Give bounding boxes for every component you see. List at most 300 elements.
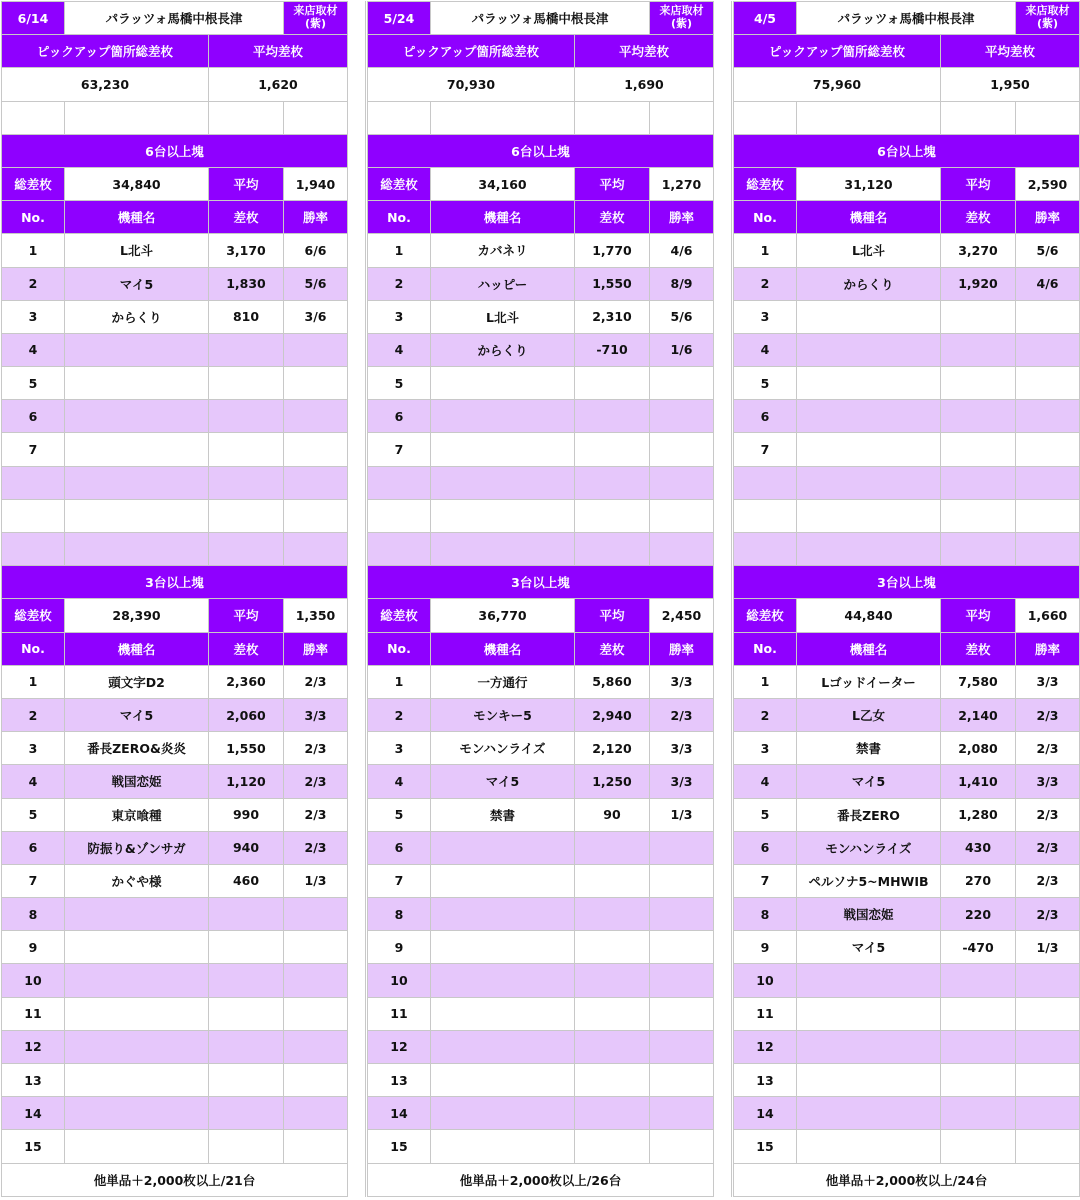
machine-name	[431, 865, 575, 898]
diff-value	[209, 400, 284, 433]
win-rate	[284, 334, 348, 367]
row-number: 5	[734, 799, 797, 832]
win-rate: 4/6	[650, 234, 714, 267]
diff-value: 2,140	[941, 699, 1016, 732]
machine-name	[431, 1064, 575, 1097]
row-number: 5	[368, 799, 431, 832]
row-number: 3	[2, 301, 65, 334]
row-number: 15	[734, 1130, 797, 1163]
col-header-winrate: 勝率	[284, 201, 348, 234]
coverage-label-line1: 来店取材	[1025, 4, 1070, 18]
machine-name: 一方通行	[431, 666, 575, 699]
row-number: 8	[734, 898, 797, 931]
col-header-no: No.	[2, 201, 65, 234]
six-unit-section-avg-value: 1,270	[650, 168, 714, 201]
diff-value: 220	[941, 898, 1016, 931]
three-unit-section-total-label: 総差枚	[734, 599, 797, 632]
machine-name: 禁書	[431, 799, 575, 832]
machine-name	[65, 533, 209, 566]
row-number: 2	[734, 699, 797, 732]
win-rate: 2/3	[650, 699, 714, 732]
diff-value: 990	[209, 799, 284, 832]
machine-name	[797, 433, 941, 466]
row-number: 1	[734, 234, 797, 267]
pickup-total-value: 63,230	[2, 68, 209, 101]
diff-value	[575, 1130, 650, 1163]
win-rate: 8/9	[650, 268, 714, 301]
diff-value: 940	[209, 832, 284, 865]
footer-note: 他単品＋2,000枚以上/24台	[734, 1164, 1080, 1197]
row-number: 2	[2, 699, 65, 732]
date-cell: 4/5	[734, 2, 797, 35]
win-rate: 3/3	[1016, 765, 1080, 798]
footer-note: 他単品＋2,000枚以上/21台	[2, 1164, 348, 1197]
empty-cell	[209, 102, 284, 135]
row-number: 6	[368, 832, 431, 865]
diff-value: 1,770	[575, 234, 650, 267]
col-header-no: No.	[734, 201, 797, 234]
row-number: 7	[2, 433, 65, 466]
three-unit-section-total-value: 36,770	[431, 599, 575, 632]
machine-name: からくり	[431, 334, 575, 367]
machine-name	[797, 1097, 941, 1130]
machine-name	[797, 1064, 941, 1097]
diff-value	[941, 467, 1016, 500]
win-rate: 1/6	[650, 334, 714, 367]
diff-value: 90	[575, 799, 650, 832]
win-rate	[284, 400, 348, 433]
three-unit-section-title: 3台以上塊	[734, 566, 1080, 599]
win-rate: 2/3	[284, 832, 348, 865]
coverage-label-line2: (紫)	[670, 17, 693, 31]
win-rate	[650, 533, 714, 566]
machine-name: マイ5	[65, 699, 209, 732]
machine-name	[431, 367, 575, 400]
three-unit-section-avg-label: 平均	[941, 599, 1016, 632]
win-rate	[650, 1097, 714, 1130]
machine-name: L乙女	[797, 699, 941, 732]
six-unit-section-total-label: 総差枚	[2, 168, 65, 201]
win-rate	[1016, 500, 1080, 533]
row-number	[734, 467, 797, 500]
win-rate	[650, 1064, 714, 1097]
machine-name	[431, 1097, 575, 1130]
win-rate: 2/3	[284, 799, 348, 832]
diff-value	[941, 1031, 1016, 1064]
row-number: 15	[368, 1130, 431, 1163]
col-header-winrate: 勝率	[650, 201, 714, 234]
diff-value	[209, 1064, 284, 1097]
pickup-total-label: ピックアップ箇所総差枚	[734, 35, 941, 68]
col-header-winrate: 勝率	[284, 633, 348, 666]
row-number: 7	[368, 865, 431, 898]
row-number: 2	[734, 268, 797, 301]
machine-name	[65, 1097, 209, 1130]
pickup-total-label: ピックアップ箇所総差枚	[2, 35, 209, 68]
report-panel	[733, 1, 1080, 1197]
machine-name: 番長ZERO	[797, 799, 941, 832]
six-unit-section-avg-label: 平均	[209, 168, 284, 201]
win-rate	[1016, 433, 1080, 466]
machine-name: 防振り&ゾンサガ	[65, 832, 209, 865]
win-rate: 3/6	[284, 301, 348, 334]
row-number	[368, 533, 431, 566]
row-number: 7	[368, 433, 431, 466]
row-number: 1	[368, 666, 431, 699]
diff-value	[941, 400, 1016, 433]
row-number: 2	[368, 268, 431, 301]
diff-value: 5,860	[575, 666, 650, 699]
row-number: 14	[2, 1097, 65, 1130]
three-unit-section-avg-value: 1,660	[1016, 599, 1080, 632]
row-number	[734, 500, 797, 533]
diff-value	[209, 931, 284, 964]
machine-name	[65, 898, 209, 931]
pickup-avg-label: 平均差枚	[209, 35, 348, 68]
machine-name: 戦国恋姫	[797, 898, 941, 931]
win-rate: 6/6	[284, 234, 348, 267]
diff-value	[575, 898, 650, 931]
machine-name	[797, 467, 941, 500]
row-number: 10	[2, 964, 65, 997]
machine-name	[431, 964, 575, 997]
row-number: 9	[2, 931, 65, 964]
diff-value	[575, 1097, 650, 1130]
machine-name	[65, 1064, 209, 1097]
diff-value: 1,830	[209, 268, 284, 301]
machine-name	[431, 500, 575, 533]
win-rate: 1/3	[1016, 931, 1080, 964]
diff-value: 2,940	[575, 699, 650, 732]
diff-value	[209, 433, 284, 466]
col-header-diff: 差枚	[941, 633, 1016, 666]
diff-value	[941, 533, 1016, 566]
machine-name: 番長ZERO&炎炎	[65, 732, 209, 765]
machine-name	[797, 998, 941, 1031]
win-rate: 2/3	[284, 765, 348, 798]
empty-cell	[2, 102, 65, 135]
empty-cell	[941, 102, 1016, 135]
row-number: 5	[2, 367, 65, 400]
three-unit-section-total-label: 総差枚	[368, 599, 431, 632]
six-unit-section-avg-value: 2,590	[1016, 168, 1080, 201]
pickup-total-label: ピックアップ箇所総差枚	[368, 35, 575, 68]
win-rate: 3/3	[284, 699, 348, 732]
row-number: 10	[734, 964, 797, 997]
row-number: 1	[734, 666, 797, 699]
diff-value	[941, 500, 1016, 533]
win-rate	[1016, 400, 1080, 433]
diff-value	[575, 865, 650, 898]
coverage-label-line1: 来店取材	[293, 4, 338, 18]
win-rate	[1016, 1031, 1080, 1064]
machine-name	[797, 301, 941, 334]
row-number: 4	[734, 334, 797, 367]
col-header-machine: 機種名	[797, 633, 941, 666]
machine-name	[431, 898, 575, 931]
win-rate: 3/3	[650, 732, 714, 765]
machine-name	[797, 367, 941, 400]
win-rate	[284, 500, 348, 533]
column-gap	[347, 1, 366, 1197]
machine-name	[431, 998, 575, 1031]
three-unit-section-total-value: 28,390	[65, 599, 209, 632]
col-header-winrate: 勝率	[1016, 201, 1080, 234]
diff-value	[575, 931, 650, 964]
col-header-diff: 差枚	[209, 633, 284, 666]
machine-name	[65, 367, 209, 400]
diff-value	[941, 301, 1016, 334]
win-rate	[284, 1064, 348, 1097]
machine-name: マイ5	[431, 765, 575, 798]
date-cell: 5/24	[368, 2, 431, 35]
row-number: 4	[2, 334, 65, 367]
row-number: 4	[2, 765, 65, 798]
win-rate	[284, 898, 348, 931]
machine-name: モンハンライズ	[797, 832, 941, 865]
row-number: 8	[368, 898, 431, 931]
store-name: パラッツォ馬橋中根長津	[65, 2, 284, 35]
row-number: 5	[2, 799, 65, 832]
diff-value: 2,060	[209, 699, 284, 732]
machine-name	[797, 533, 941, 566]
machine-name: カバネリ	[431, 234, 575, 267]
machine-name: 東京喰種	[65, 799, 209, 832]
three-unit-section-title: 3台以上塊	[368, 566, 714, 599]
coverage-label-line2: (紫)	[1036, 17, 1059, 31]
diff-value	[209, 500, 284, 533]
row-number: 4	[368, 334, 431, 367]
empty-cell	[65, 102, 209, 135]
win-rate	[284, 964, 348, 997]
win-rate: 5/6	[650, 301, 714, 334]
row-number	[368, 500, 431, 533]
machine-name: マイ5	[797, 931, 941, 964]
win-rate: 2/3	[1016, 799, 1080, 832]
row-number: 6	[368, 400, 431, 433]
win-rate	[650, 998, 714, 1031]
win-rate	[650, 931, 714, 964]
row-number: 3	[368, 301, 431, 334]
row-number: 5	[734, 367, 797, 400]
machine-name	[65, 998, 209, 1031]
row-number: 4	[734, 765, 797, 798]
diff-value	[575, 433, 650, 466]
col-header-machine: 機種名	[65, 201, 209, 234]
diff-value: 2,310	[575, 301, 650, 334]
row-number	[2, 533, 65, 566]
diff-value: 3,270	[941, 234, 1016, 267]
win-rate: 2/3	[284, 666, 348, 699]
win-rate: 3/3	[1016, 666, 1080, 699]
machine-name	[431, 433, 575, 466]
diff-value	[941, 964, 1016, 997]
col-header-no: No.	[2, 633, 65, 666]
machine-name	[65, 467, 209, 500]
machine-name	[65, 931, 209, 964]
machine-name	[797, 964, 941, 997]
win-rate	[284, 998, 348, 1031]
win-rate: 2/3	[1016, 898, 1080, 931]
row-number	[368, 467, 431, 500]
row-number: 14	[368, 1097, 431, 1130]
row-number: 2	[368, 699, 431, 732]
win-rate: 3/3	[650, 765, 714, 798]
win-rate	[650, 500, 714, 533]
win-rate	[650, 964, 714, 997]
win-rate	[1016, 998, 1080, 1031]
win-rate	[1016, 1064, 1080, 1097]
six-unit-section-avg-label: 平均	[941, 168, 1016, 201]
win-rate	[650, 865, 714, 898]
win-rate: 5/6	[284, 268, 348, 301]
diff-value	[575, 533, 650, 566]
win-rate	[650, 400, 714, 433]
machine-name	[65, 500, 209, 533]
machine-name: 戦国恋姫	[65, 765, 209, 798]
three-unit-section-avg-label: 平均	[209, 599, 284, 632]
diff-value: 1,250	[575, 765, 650, 798]
six-unit-section-total-value: 34,160	[431, 168, 575, 201]
row-number: 7	[734, 433, 797, 466]
machine-name	[65, 1130, 209, 1163]
win-rate	[650, 433, 714, 466]
diff-value: 2,080	[941, 732, 1016, 765]
machine-name	[431, 400, 575, 433]
machine-name	[431, 533, 575, 566]
win-rate: 2/3	[1016, 832, 1080, 865]
row-number: 13	[734, 1064, 797, 1097]
machine-name	[431, 467, 575, 500]
coverage-label	[1016, 2, 1080, 35]
row-number: 8	[2, 898, 65, 931]
six-unit-section-avg-value: 1,940	[284, 168, 348, 201]
col-header-diff: 差枚	[575, 633, 650, 666]
win-rate: 2/3	[284, 732, 348, 765]
diff-value	[209, 467, 284, 500]
six-unit-section-avg-label: 平均	[575, 168, 650, 201]
col-header-machine: 機種名	[797, 201, 941, 234]
row-number	[2, 500, 65, 533]
row-number: 1	[368, 234, 431, 267]
row-number: 9	[734, 931, 797, 964]
machine-name: マイ5	[65, 268, 209, 301]
column-gap	[713, 1, 732, 1197]
win-rate	[284, 467, 348, 500]
win-rate	[1016, 1130, 1080, 1163]
diff-value: 1,920	[941, 268, 1016, 301]
row-number: 15	[2, 1130, 65, 1163]
row-number: 3	[2, 732, 65, 765]
diff-value: 1,550	[575, 268, 650, 301]
machine-name	[65, 433, 209, 466]
win-rate	[650, 1130, 714, 1163]
row-number: 14	[734, 1097, 797, 1130]
diff-value	[575, 400, 650, 433]
machine-name	[431, 1130, 575, 1163]
machine-name: 頭文字D2	[65, 666, 209, 699]
row-number: 2	[2, 268, 65, 301]
empty-cell	[797, 102, 941, 135]
pickup-avg-value: 1,690	[575, 68, 714, 101]
diff-value	[575, 467, 650, 500]
diff-value	[941, 998, 1016, 1031]
row-number: 6	[2, 400, 65, 433]
row-number: 4	[368, 765, 431, 798]
row-number: 3	[734, 732, 797, 765]
row-number: 9	[368, 931, 431, 964]
win-rate: 3/3	[650, 666, 714, 699]
win-rate: 2/3	[1016, 865, 1080, 898]
win-rate	[284, 533, 348, 566]
col-header-machine: 機種名	[431, 633, 575, 666]
empty-cell	[368, 102, 431, 135]
diff-value: -470	[941, 931, 1016, 964]
diff-value: 3,170	[209, 234, 284, 267]
win-rate: 1/3	[650, 799, 714, 832]
six-unit-section-title: 6台以上塊	[2, 135, 348, 168]
three-unit-section-title: 3台以上塊	[2, 566, 348, 599]
win-rate	[650, 832, 714, 865]
col-header-diff: 差枚	[575, 201, 650, 234]
report-panel	[1, 1, 348, 1197]
report-panel	[367, 1, 714, 1197]
win-rate	[284, 1097, 348, 1130]
win-rate	[284, 367, 348, 400]
six-unit-section-total-label: 総差枚	[368, 168, 431, 201]
diff-value	[209, 1130, 284, 1163]
diff-value	[575, 500, 650, 533]
three-unit-section-total-value: 44,840	[797, 599, 941, 632]
diff-value: 1,550	[209, 732, 284, 765]
win-rate	[1016, 964, 1080, 997]
machine-name: からくり	[797, 268, 941, 301]
machine-name	[797, 1130, 941, 1163]
diff-value	[575, 367, 650, 400]
machine-name: L北斗	[797, 234, 941, 267]
col-header-machine: 機種名	[431, 201, 575, 234]
row-number: 13	[368, 1064, 431, 1097]
diff-value: -710	[575, 334, 650, 367]
diff-value	[941, 334, 1016, 367]
machine-name: モンハンライズ	[431, 732, 575, 765]
store-name: パラッツォ馬橋中根長津	[797, 2, 1016, 35]
coverage-label-line2: (紫)	[304, 17, 327, 31]
machine-name	[797, 334, 941, 367]
machine-name: モンキー5	[431, 699, 575, 732]
row-number: 1	[2, 234, 65, 267]
col-header-no: No.	[368, 201, 431, 234]
win-rate	[1016, 367, 1080, 400]
col-header-machine: 機種名	[65, 633, 209, 666]
machine-name: マイ5	[797, 765, 941, 798]
diff-value: 270	[941, 865, 1016, 898]
three-unit-section-avg-value: 2,450	[650, 599, 714, 632]
diff-value	[575, 998, 650, 1031]
diff-value	[575, 1031, 650, 1064]
win-rate	[284, 1031, 348, 1064]
machine-name	[65, 334, 209, 367]
coverage-label-line1: 来店取材	[659, 4, 704, 18]
diff-value	[209, 898, 284, 931]
pickup-avg-value: 1,620	[209, 68, 348, 101]
row-number	[734, 533, 797, 566]
win-rate	[650, 467, 714, 500]
empty-cell	[734, 102, 797, 135]
win-rate	[1016, 533, 1080, 566]
diff-value	[941, 1130, 1016, 1163]
diff-value: 2,120	[575, 732, 650, 765]
